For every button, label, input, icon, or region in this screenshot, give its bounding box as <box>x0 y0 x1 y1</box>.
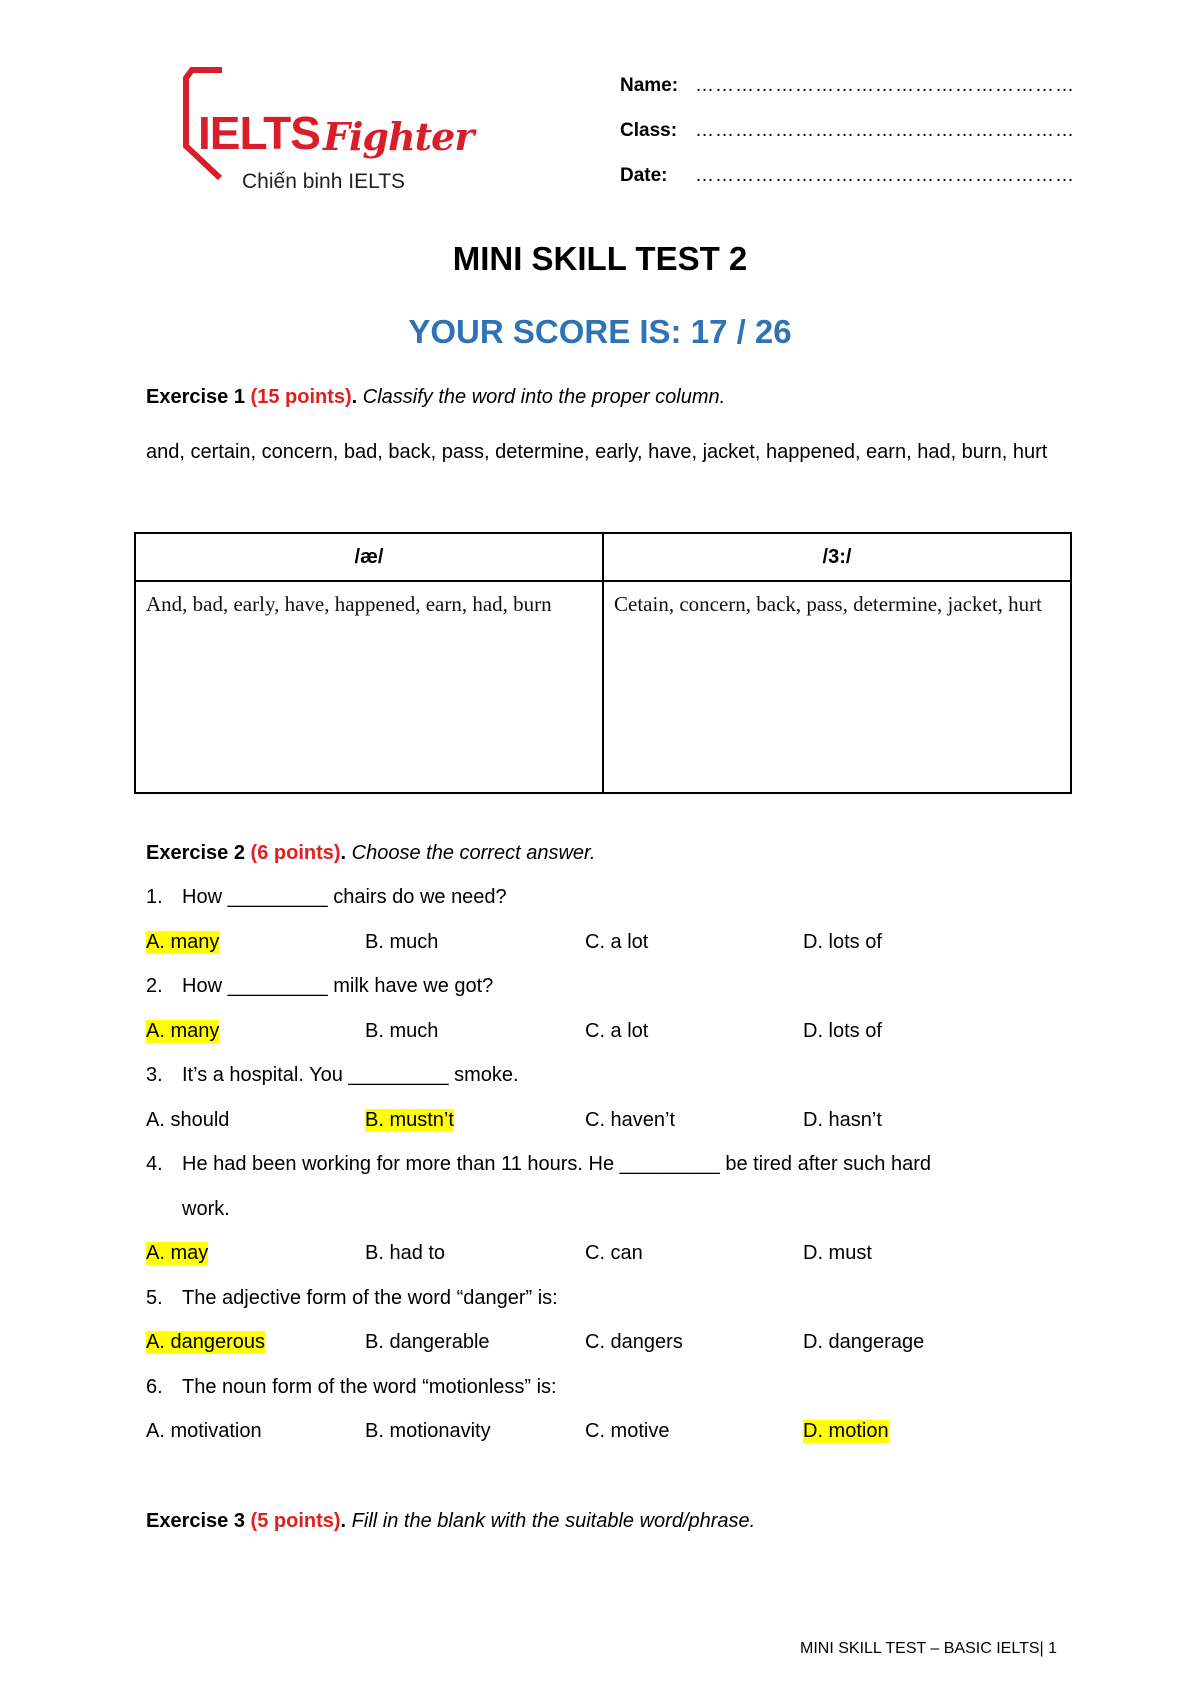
exercise-1-heading: Exercise 1 (15 points). Classify the word into the proper column. <box>146 386 726 408</box>
question-3: 3. It’s a hospital. You _________ smoke. <box>146 1064 519 1086</box>
question-2: 2. How _________ milk have we got? <box>146 975 494 997</box>
answer-option[interactable]: A. dangerous <box>146 1331 265 1353</box>
class-field[interactable]: Class: ………………………………………………… <box>620 120 1075 141</box>
score-display: YOUR SCORE IS: 17 / 26 <box>408 313 792 350</box>
answer-option[interactable]: C. haven’t <box>585 1108 676 1131</box>
question-text-continued: work. <box>182 1197 230 1220</box>
column-er-answer[interactable]: Cetain, concern, back, pass, determine, jacket, hurt <box>603 581 1071 793</box>
date-field[interactable]: Date: ………………………………………………… <box>620 165 1075 186</box>
question-text: How _________ chairs do we need? <box>182 886 507 908</box>
logo-brand-script: Fighter <box>323 114 474 159</box>
column-header-ae: /æ/ <box>135 533 603 581</box>
name-field[interactable]: Name: ………………………………………………… <box>620 75 1075 96</box>
answer-option[interactable]: C. a lot <box>585 1019 649 1042</box>
answer-option[interactable]: B. motionavity <box>365 1420 491 1442</box>
logo-brand: IELTS <box>198 107 320 159</box>
exercise-2-heading: Exercise 2 (6 points). Choose the correct answer. <box>146 842 596 864</box>
answer-option[interactable]: A. may <box>146 1242 209 1264</box>
question-5: 5. The adjective form of the word “danger” is: <box>146 1286 558 1309</box>
ielts-fighter-logo <box>178 66 478 196</box>
answer-option[interactable]: D. dangerage <box>803 1331 925 1353</box>
answer-option[interactable]: A. motivation <box>146 1420 262 1442</box>
answer-option[interactable]: D. must <box>803 1242 872 1264</box>
question-6: 6. The noun form of the word “motionless” is: <box>146 1375 557 1398</box>
answer-option[interactable]: B. had to <box>365 1242 446 1264</box>
column-ae-answer[interactable]: And, bad, early, have, happened, earn, had, burn <box>135 581 603 793</box>
answer-option[interactable]: C. motive <box>585 1420 670 1442</box>
answer-option[interactable]: B. much <box>365 930 439 953</box>
question-text: How _________ milk have we got? <box>182 975 494 997</box>
question-text: The adjective form of the word “danger” is: <box>182 1286 558 1309</box>
question-text: He had been working for more than 11 hours. He _________ be tired after such hard <box>182 1153 931 1175</box>
answer-option[interactable]: C. a lot <box>585 930 649 953</box>
answer-option[interactable]: B. much <box>365 1019 439 1042</box>
question-4: 4. He had been working for more than 11 hours. He _________ be tired after such hard <box>146 1153 931 1175</box>
answer-option[interactable]: D. lots of <box>803 930 882 953</box>
question-1: 1. How _________ chairs do we need? <box>146 886 507 908</box>
answer-option[interactable]: C. dangers <box>585 1331 683 1353</box>
student-info <box>620 75 1075 210</box>
answer-option[interactable]: D. hasn’t <box>803 1108 882 1131</box>
page-title: MINI SKILL TEST 2 <box>452 240 748 277</box>
classification-table <box>134 532 1072 794</box>
exercise-1-word-list: and, certain, concern, bad, back, pass, determine, early, have, jacket, happened, earn, had, burn, hurt <box>146 441 1048 463</box>
answer-option[interactable]: C. can <box>585 1242 643 1264</box>
question-text: It’s a hospital. You _________ smoke. <box>182 1064 519 1086</box>
column-header-er: /3:/ <box>603 533 1071 581</box>
exercise-3-heading: Exercise 3 (5 points). Fill in the blank with the suitable word/phrase. <box>146 1510 756 1532</box>
answer-option[interactable]: A. many <box>146 930 220 953</box>
logo-subtitle: Chiến binh IELTS <box>242 170 406 193</box>
answer-option[interactable]: A. many <box>146 1019 220 1042</box>
question-text: The noun form of the word “motionless” is: <box>182 1375 557 1398</box>
answer-option[interactable]: D. lots of <box>803 1019 882 1042</box>
answer-option[interactable]: D. motion <box>803 1420 889 1442</box>
answer-option[interactable]: B. dangerable <box>365 1331 490 1353</box>
answer-option[interactable]: A. should <box>146 1108 230 1131</box>
page-footer: MINI SKILL TEST – BASIC IELTS| 1 <box>800 1640 1057 1657</box>
answer-option[interactable]: B. mustn’t <box>365 1108 454 1131</box>
